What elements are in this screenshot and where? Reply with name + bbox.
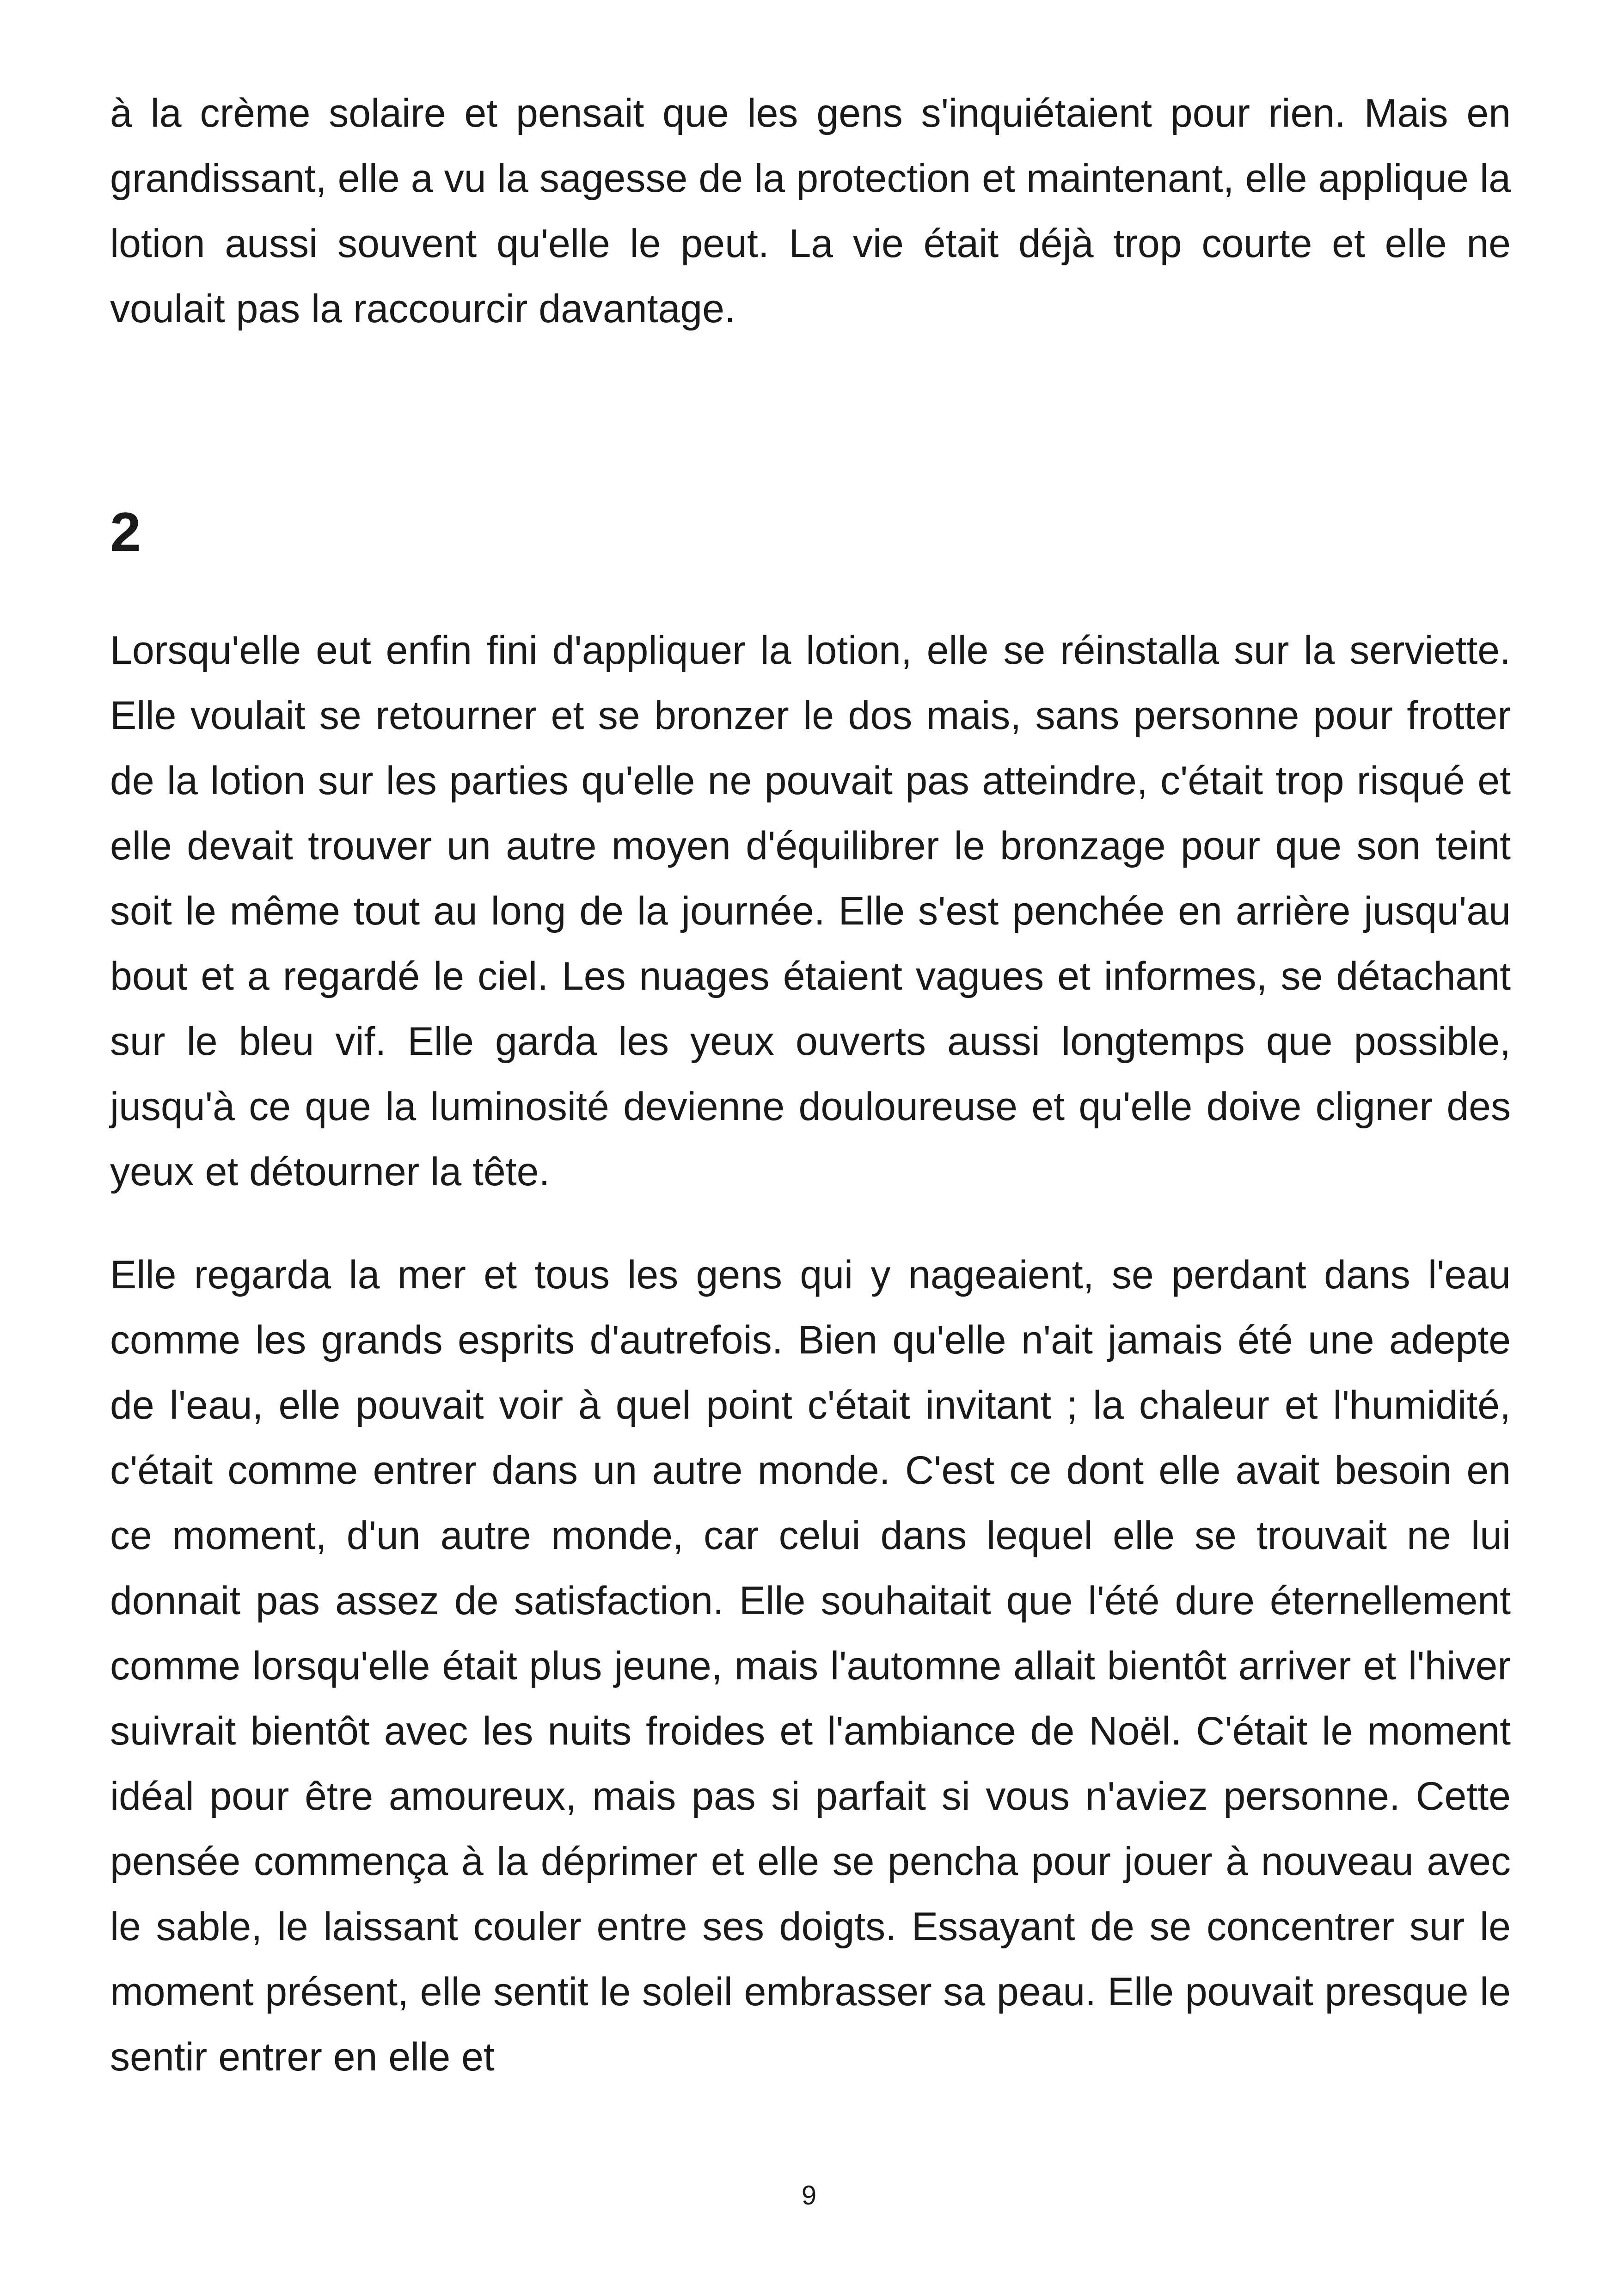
chapter-heading: 2 (110, 501, 141, 563)
paragraph-2: Lorsqu'elle eut enfin fini d'appliquer la lotion, elle se réinstalla sur la serviette. Elle voulait se retourner et se bronzer le dos mais, sans personne pour frotter de la lotion sur les parties qu'elle ne pouvait pas atteindre, c'était trop risqué et elle devait trouver un autre moyen d'équilibrer le bronzage pour que son teint soit le même tout au long de la journée. Elle s'est penchée en arrière jusqu'au bout et a regardé le ciel. Les nuages étaient vagues et informes, se détachant sur le bleu vif. Elle garda les yeux ouverts aussi longtemps que possible, jusqu'à ce que la luminosité devienne douloureuse et qu'elle doive cligner des yeux et détourner la tête. (110, 628, 1511, 1194)
page-number: 9 (801, 2180, 817, 2210)
paragraph-3: Elle regarda la mer et tous les gens qui y nageaient, se perdant dans l'eau comme les grands esprits d'autrefois. Bien qu'elle n'ait jamais été une adepte de l'eau, elle pouvait voir à quel point c'était invitant ; la chaleur et l'humidité, c'était comme entrer dans un autre monde. C'est ce dont elle avait besoin en ce moment, d'un autre monde, car celui dans lequel elle se trouvait ne lui donnait pas assez de satisfaction. Elle souhaitait que l'été dure éternellement comme lorsqu'elle était plus jeune, mais l'automne allait bientôt arriver et l'hiver suivrait bientôt avec les nuits froides et l'ambiance de Noël. C'était le moment idéal pour être amoureux, mais pas si parfait si vous n'aviez personne. Cette pensée commença à la déprimer et elle se pencha pour jouer à nouveau avec le sable, le laissant couler entre ses doigts. Essayant de se concentrer sur le moment présent, elle sentit le soleil embrasser sa peau. Elle pouvait presque le sentir entrer en elle et (110, 1253, 1511, 2079)
paragraph-1: à la crème solaire et pensait que les gens s'inquiétaient pour rien. Mais en grandissant, elle a vu la sagesse de la protection et maintenant, elle applique la lotion aussi souvent qu'elle le peut. La vie était déjà trop courte et elle ne voulait pas la raccourcir davantage. (110, 91, 1511, 331)
